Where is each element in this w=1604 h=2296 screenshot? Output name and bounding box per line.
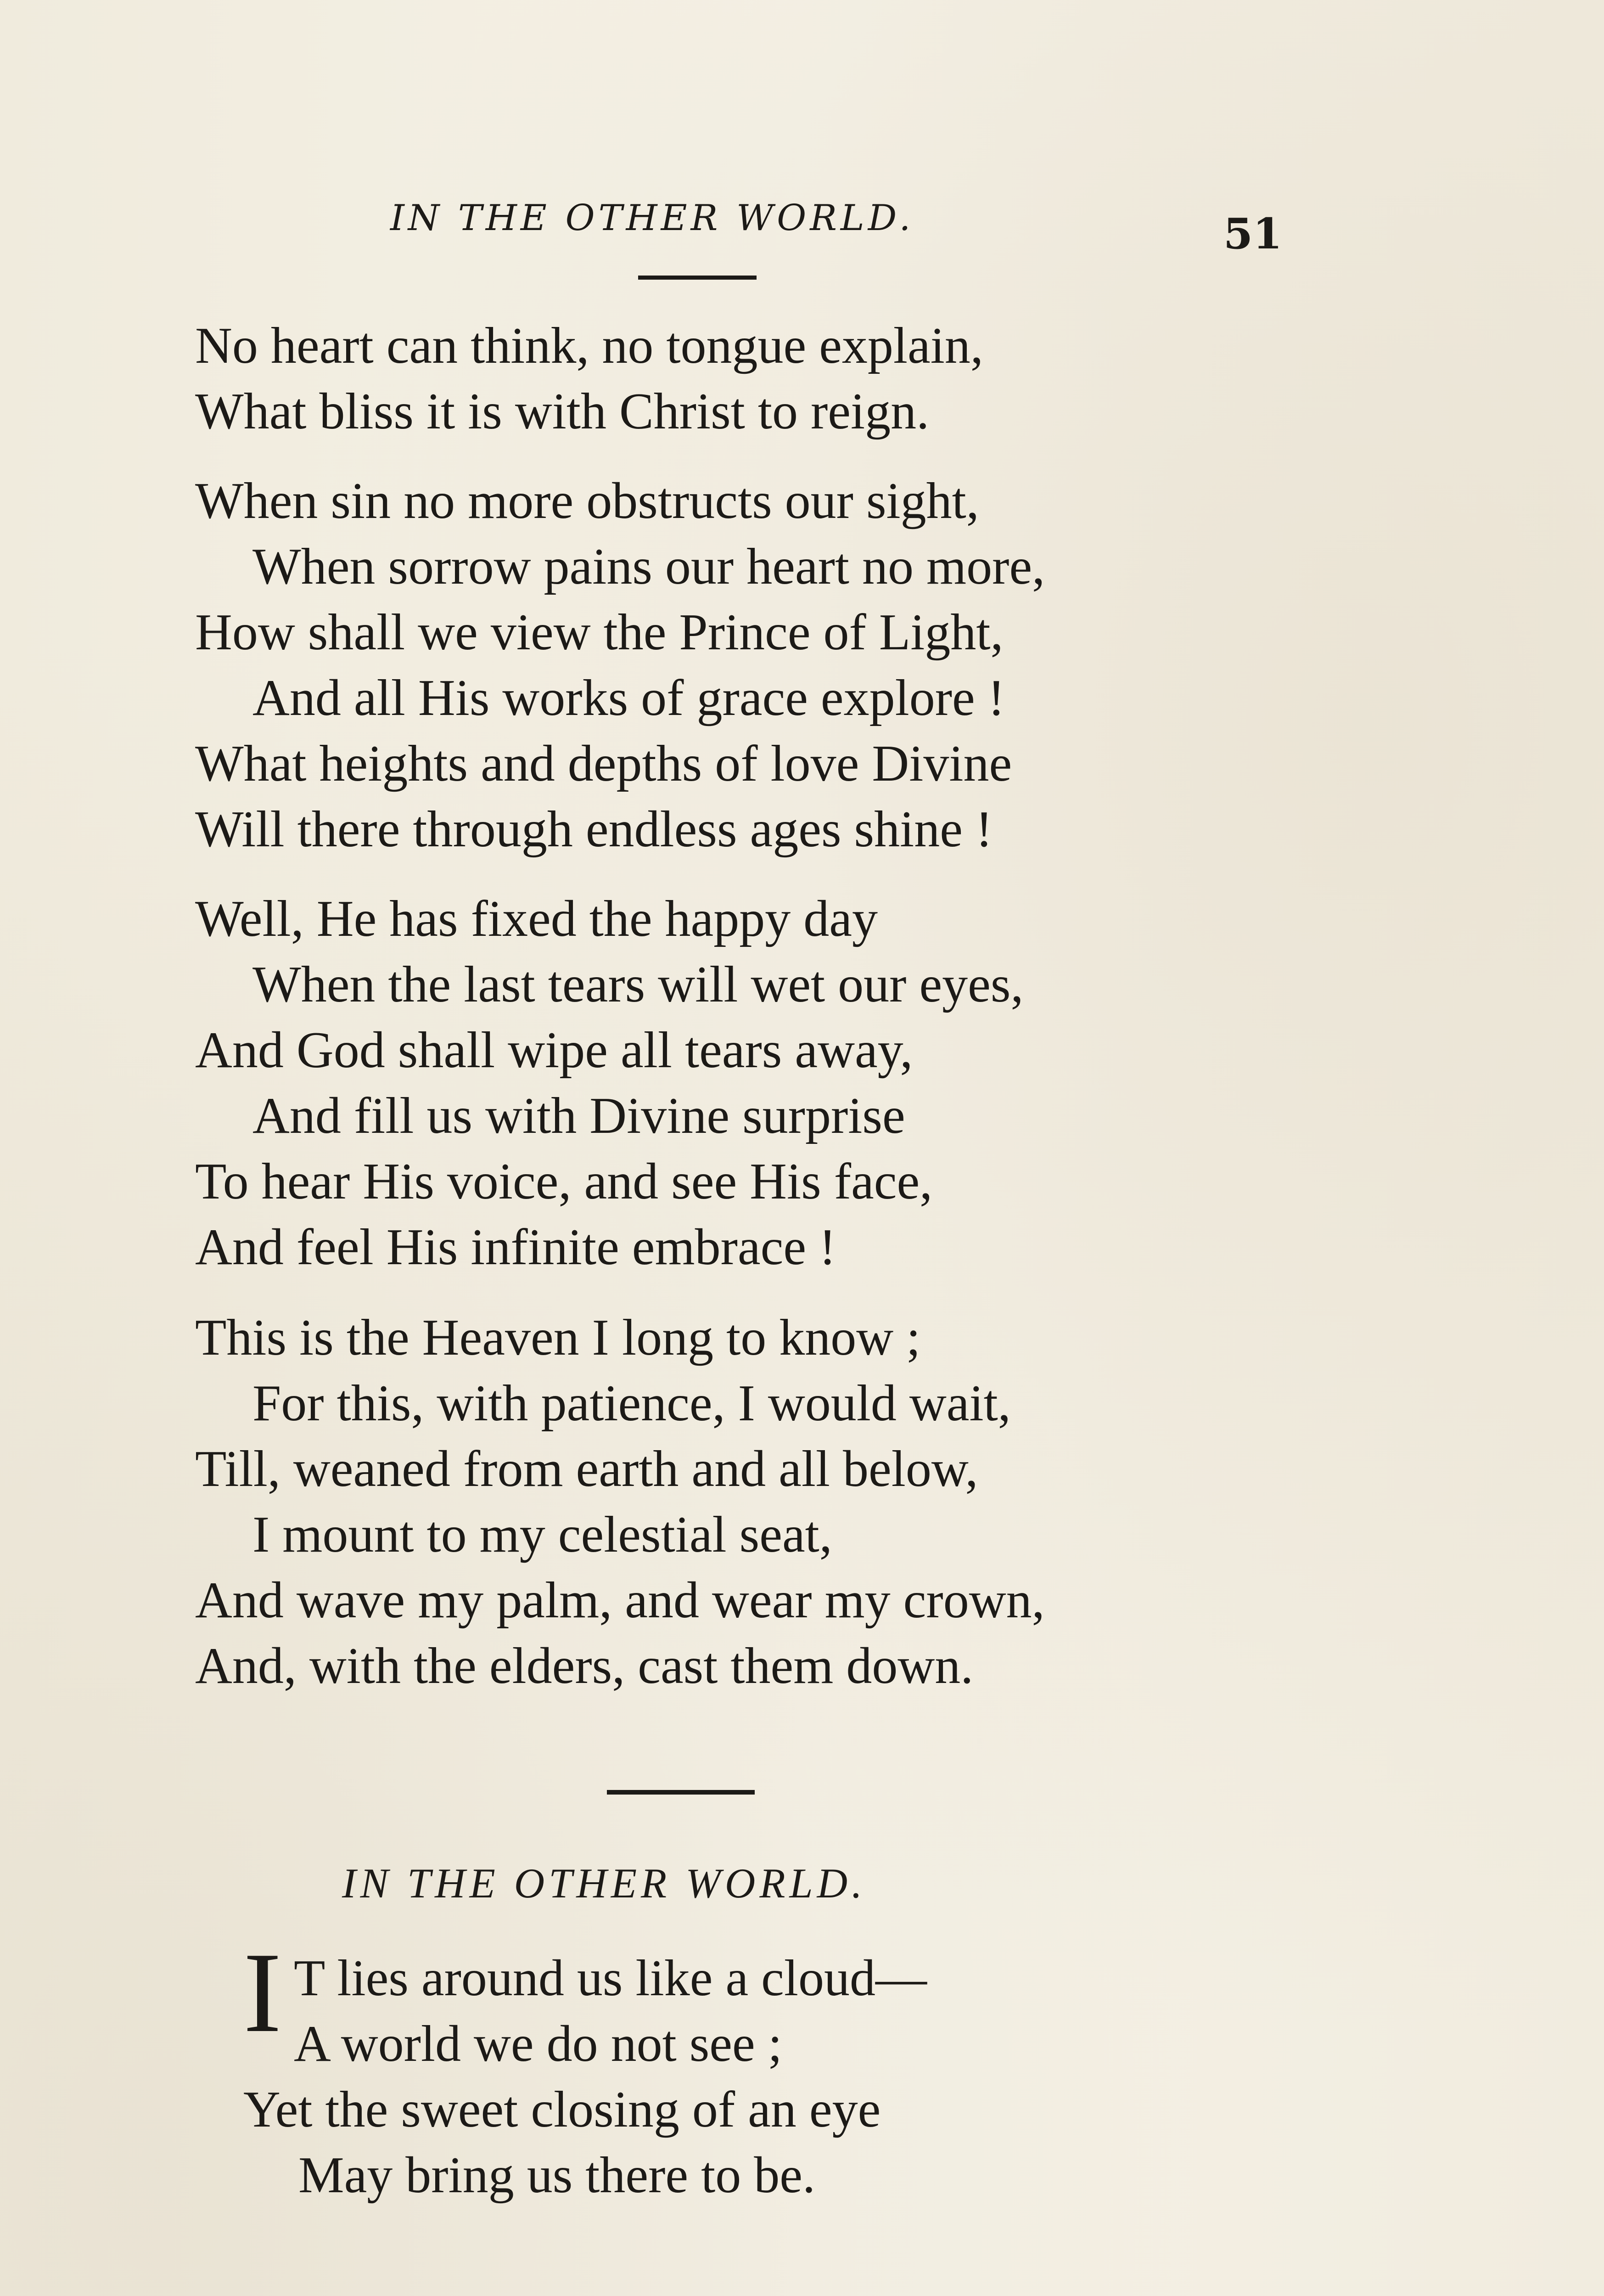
verse-line: T lies around us like a cloud— bbox=[294, 1950, 927, 2007]
verse-line: No heart can think, no tongue explain, bbox=[195, 317, 983, 374]
drop-cap: I bbox=[243, 1929, 282, 2056]
header-rule bbox=[638, 276, 757, 280]
verse-line: A world we do not see ; bbox=[294, 2015, 782, 2072]
verse-line: Yet the sweet closing of an eye bbox=[243, 2081, 881, 2138]
verse-line: This is the Heaven I long to know ; bbox=[195, 1309, 921, 1366]
stanza-4 bbox=[195, 1305, 1045, 1699]
verse-line: Well, He has fixed the happy day bbox=[195, 890, 878, 947]
verse-line: For this, with patience, I would wait, bbox=[252, 1375, 1011, 1432]
stanza-2 bbox=[195, 468, 1045, 862]
section-divider bbox=[607, 1790, 755, 1795]
verse-line: When sorrow pains our heart no more, bbox=[252, 538, 1045, 595]
poem-title: IN THE OTHER WORLD. bbox=[342, 1860, 867, 1907]
page-number: 51 bbox=[1223, 209, 1283, 259]
stanza-3 bbox=[195, 886, 1023, 1280]
verse-line: What bliss it is with Christ to reign. bbox=[195, 383, 930, 440]
verse-line: And feel His infinite embrace ! bbox=[195, 1219, 836, 1276]
verse-line: Will there through endless ages shine ! bbox=[195, 801, 993, 858]
verse-line: When the last tears will wet our eyes, bbox=[252, 956, 1024, 1013]
verse-line: And all His works of grace explore ! bbox=[252, 670, 1005, 726]
verse-line: And, with the elders, cast them down. bbox=[195, 1638, 974, 1694]
running-head: IN THE OTHER WORLD. bbox=[390, 197, 914, 239]
verse-line: How shall we view the Prince of Light, bbox=[195, 604, 1004, 661]
verse-line: When sin no more obstructs our sight, bbox=[195, 473, 979, 529]
verse-line: And wave my palm, and wear my crown, bbox=[195, 1572, 1045, 1629]
stanza-1 bbox=[195, 313, 983, 445]
verse-line: And fill us with Divine surprise bbox=[252, 1087, 905, 1144]
verse-line: Till, weaned from earth and all below, bbox=[195, 1441, 978, 1497]
verse-line: I mount to my celestial seat, bbox=[252, 1506, 832, 1563]
verse-line: To hear His voice, and see His face, bbox=[195, 1153, 933, 1210]
verse-line: And God shall wipe all tears away, bbox=[195, 1022, 913, 1079]
stanza-5 bbox=[243, 1946, 927, 2208]
verse-line: What heights and depths of love Divine bbox=[195, 735, 1012, 792]
verse-line: May bring us there to be. bbox=[298, 2147, 815, 2204]
